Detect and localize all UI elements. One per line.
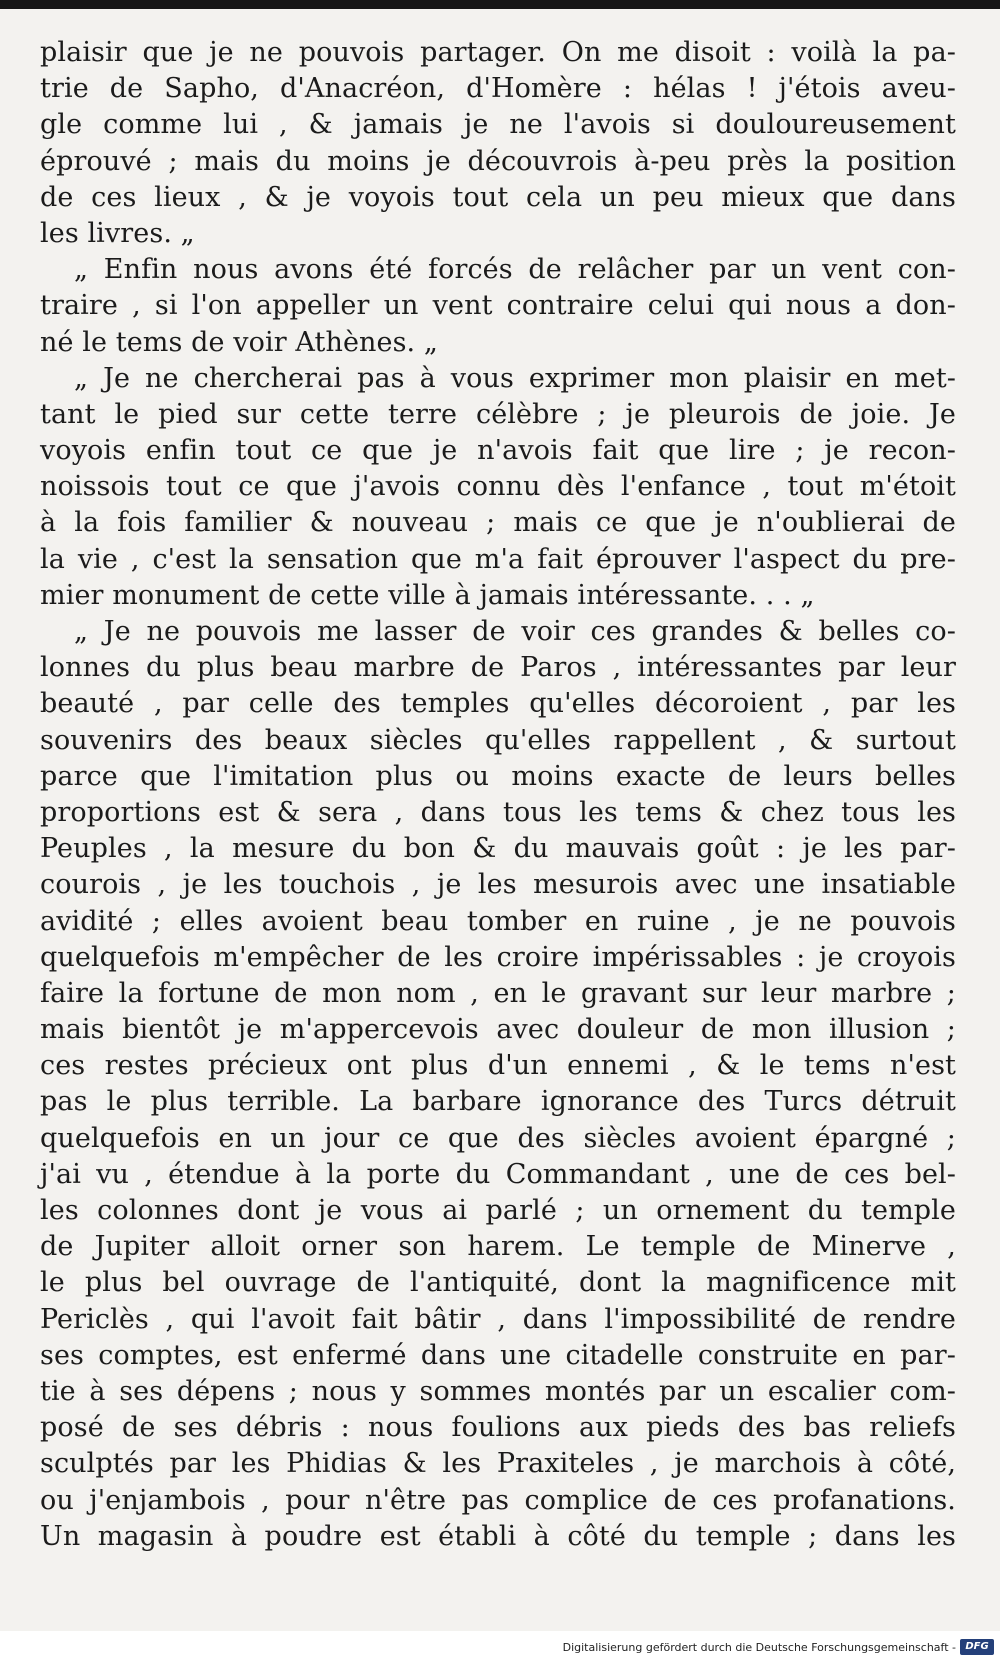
text-line: ou j'enjambois , pour n'être pas complice de ces profanations. (40, 1484, 956, 1516)
text-line: posé de ses débris : nous foulions aux pieds des bas reliefs (40, 1412, 956, 1444)
text-line: ces restes précieux ont plus d'un ennemi , & le tems n'est (40, 1050, 956, 1082)
funding-credit: Digitalisierung gefördert durch die Deutsche Forschungsgemeinschaft - (562, 1641, 956, 1654)
text-line: plaisir que je ne pouvois partager. On me disoit : voilà la pa- (40, 37, 956, 68)
text-line: faire la fortune de mon nom , en le gravant sur leur marbre ; (40, 977, 956, 1009)
scanned-page (0, 9, 1000, 1631)
text-line: les colonnes dont je vous ai parlé ; un ornement du temple (40, 1195, 956, 1226)
text-line: mais bientôt je m'appercevois avec douleur de mon illusion ; (40, 1014, 956, 1046)
text-line: Un magasin à poudre est établi à côté du temple ; dans les (40, 1520, 956, 1552)
text-line: la vie , c'est la sensation que m'a fait éprouver l'aspect du pre- (40, 543, 956, 575)
text-line: proportions est & sera , dans tous les tems & chez tous les (40, 796, 956, 828)
text-line: gle comme lui , & jamais je ne l'avois si douloureusement (40, 109, 956, 141)
text-line: trie de Sapho, d'Anacréon, d'Homère : hélas ! j'étois aveu- (40, 73, 956, 105)
text-line: „ Je ne pouvois me lasser de voir ces grandes & belles co- (74, 616, 956, 647)
text-line: „ Je ne chercherai pas à vous exprimer mon plaisir en met- (74, 362, 956, 394)
digitization-footer (0, 1631, 1000, 1661)
text-line: Periclès , qui l'avoit fait bâtir , dans l'impossibilité de rendre (40, 1303, 956, 1335)
page-text (40, 35, 956, 1555)
text-line: lonnes du plus beau marbre de Paros , intéressantes par leur (40, 652, 956, 684)
text-line: éprouvé ; mais du moins je découvrois à-peu près la position (40, 145, 956, 177)
text-line: de Jupiter alloit orner son harem. Le temple de Minerve , (40, 1231, 956, 1263)
text-line: souvenirs des beaux siècles qu'elles rappellent , & surtout (40, 724, 956, 756)
text-line: parce que l'imitation plus ou moins exacte de leurs belles (40, 760, 956, 792)
scan-top-border (0, 0, 1000, 9)
text-line: ses comptes, est enfermé dans une citadelle construite en par- (40, 1339, 956, 1371)
text-line: avidité ; elles avoient beau tomber en ruine , je ne pouvois (40, 905, 956, 937)
text-line: pas le plus terrible. La barbare ignorance des Turcs détruit (40, 1086, 956, 1118)
text-line: „ Enfin nous avons été forcés de relâcher par un vent con- (74, 254, 956, 286)
text-line: les livres. „ (40, 217, 195, 249)
text-line: courois , je les touchois , je les mesurois avec une insatiable (40, 869, 956, 901)
text-line: voyois enfin tout ce que je n'avois fait que lire ; je recon- (40, 435, 956, 467)
text-line: tie à ses dépens ; nous y sommes montés par un escalier com- (40, 1375, 956, 1407)
text-line: le plus bel ouvrage de l'antiquité, dont la magnificence mit (40, 1267, 956, 1299)
text-line: de ces lieux , & je voyois tout cela un peu mieux que dans (40, 181, 956, 213)
text-line: Peuples , la mesure du bon & du mauvais goût : je les par- (40, 833, 956, 865)
text-line: à la fois familier & nouveau ; mais ce que je n'oublierai de (40, 507, 956, 539)
text-line: noissois tout ce que j'avois connu dès l'enfance , tout m'étoit (40, 471, 956, 503)
dfg-logo (960, 1639, 994, 1655)
text-line: né le tems de voir Athènes. „ (40, 326, 439, 358)
text-line: quelquefois en un jour ce que des siècles avoient épargné ; (40, 1122, 956, 1154)
text-line: tant le pied sur cette terre célèbre ; je pleurois de joie. Je (40, 398, 956, 430)
text-line: sculptés par les Phidias & les Praxiteles , je marchois à côté, (40, 1448, 956, 1480)
text-line: mier monument de cette ville à jamais intéressante. . . „ (40, 579, 815, 611)
text-line: beauté , par celle des temples qu'elles décoroient , par les (40, 688, 956, 720)
dfg-logo-text: DFG (965, 1641, 989, 1652)
text-line: traire , si l'on appeller un vent contraire celui qui nous a don- (40, 290, 956, 322)
text-line: j'ai vu , étendue à la porte du Commandant , une de ces bel- (40, 1158, 956, 1190)
text-line: quelquefois m'empêcher de les croire impérissables : je croyois (40, 941, 956, 973)
